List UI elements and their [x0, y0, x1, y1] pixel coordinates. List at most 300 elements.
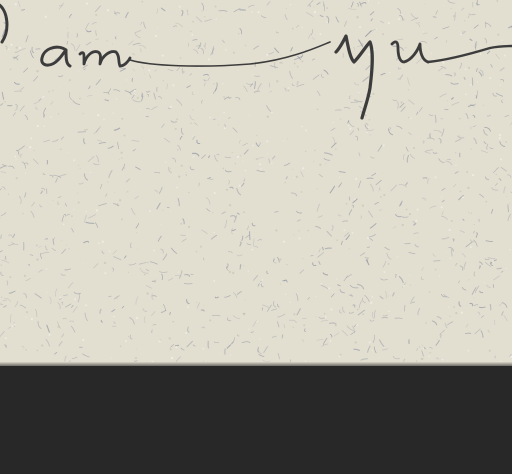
paper-fiber: [242, 342, 250, 343]
paper-speckle: [193, 156, 195, 158]
paper-fiber: [425, 152, 430, 154]
paper-speckle: [496, 174, 497, 175]
paper-fiber: [406, 147, 408, 151]
paper-fiber: [479, 219, 480, 221]
paper-speckle: [25, 317, 26, 318]
paper-speckle: [141, 353, 142, 354]
paper-speckle: [296, 176, 298, 178]
paper-speckle: [362, 205, 364, 207]
paper-speckle: [472, 174, 474, 176]
paper-speckle: [212, 212, 213, 213]
paper-speckle: [484, 282, 485, 283]
paper-speckle: [74, 298, 76, 300]
paper-fiber: [98, 140, 102, 141]
paper-fiber: [475, 286, 479, 293]
paper-speckle: [157, 170, 158, 171]
paper-fiber: [478, 312, 480, 315]
paper-fiber: [170, 312, 171, 314]
paper-fiber: [62, 249, 66, 254]
paper-fiber: [163, 254, 167, 260]
paper-fiber: [361, 216, 362, 219]
paper-speckle: [388, 296, 389, 297]
paper-speckle: [0, 217, 1, 218]
paper-fiber: [247, 244, 251, 245]
paper-speckle: [335, 148, 337, 150]
paper-speckle: [428, 356, 429, 357]
paper-fiber: [494, 320, 495, 324]
paper-speckle: [121, 157, 122, 158]
paper-fiber: [332, 225, 333, 230]
paper-fiber: [504, 316, 507, 321]
paper-speckle: [180, 223, 182, 225]
paper-speckle: [378, 191, 379, 192]
paper-fiber: [502, 312, 503, 316]
paper-fiber: [442, 211, 443, 215]
paper-fiber: [501, 168, 506, 172]
paper-fiber: [33, 159, 38, 164]
paper-fiber: [349, 312, 353, 313]
paper-fiber: [50, 297, 52, 304]
paper-fiber: [501, 271, 503, 272]
paper-fiber: [168, 278, 172, 280]
paper-fiber: [53, 239, 54, 244]
paper-fiber: [413, 222, 415, 224]
paper-fiber: [278, 353, 280, 359]
paper-speckle: [418, 237, 419, 238]
paper-fiber: [319, 318, 325, 319]
paper-fiber: [442, 216, 448, 219]
paper-speckle: [317, 188, 318, 189]
paper-fiber: [22, 162, 25, 168]
paper-fiber: [79, 183, 83, 184]
paper-speckle: [140, 268, 142, 270]
paper-fiber: [339, 183, 342, 187]
paper-fiber: [84, 241, 89, 242]
paper-speckle: [19, 197, 20, 198]
paper-fiber: [20, 154, 22, 155]
paper-fiber: [161, 249, 163, 253]
paper-fiber: [474, 231, 475, 233]
paper-fiber: [262, 308, 263, 310]
paper-speckle: [80, 168, 81, 169]
paper-fiber: [72, 357, 77, 359]
paper-fiber: [22, 346, 24, 348]
paper-speckle: [96, 209, 98, 211]
paper-speckle: [409, 213, 411, 215]
paper-fiber: [371, 157, 375, 158]
paper-speckle: [15, 159, 16, 160]
paper-speckle: [256, 320, 258, 322]
paper-fiber: [73, 307, 77, 313]
paper-speckle: [185, 174, 187, 176]
paper-speckle: [252, 145, 254, 147]
paper-speckle: [308, 171, 309, 172]
paper-fiber: [460, 266, 463, 270]
paper-fiber: [246, 235, 250, 238]
paper-fiber: [380, 340, 384, 346]
paper-fiber: [455, 172, 458, 174]
paper-speckle: [369, 341, 371, 343]
paper-fiber: [62, 302, 63, 304]
paper-speckle: [213, 322, 214, 323]
paper-fiber: [160, 271, 168, 272]
paper-fiber: [344, 276, 347, 281]
paper-fiber: [109, 296, 112, 297]
paper-fiber: [459, 281, 460, 283]
paper-fiber: [143, 309, 147, 312]
paper-speckle: [259, 163, 261, 165]
paper-fiber: [311, 255, 314, 256]
paper-fiber: [317, 204, 320, 211]
paper-fiber: [495, 356, 496, 358]
paper-speckle: [292, 326, 293, 327]
paper-speckle: [383, 271, 385, 273]
paper-fiber: [316, 226, 321, 228]
paper-fiber: [26, 278, 30, 280]
paper-speckle: [455, 165, 456, 166]
paper-speckle: [439, 275, 440, 276]
paper-fiber: [181, 348, 184, 350]
paper-speckle: [429, 291, 431, 293]
paper-fiber: [318, 253, 324, 258]
paper-fiber: [296, 294, 298, 301]
paper-speckle: [77, 193, 78, 194]
paper-fiber: [230, 187, 233, 188]
paper-fiber: [237, 189, 241, 195]
paper-fiber: [424, 347, 425, 349]
paper-speckle: [305, 151, 306, 152]
paper-fiber: [155, 190, 158, 192]
paper-fiber: [229, 181, 230, 185]
paper-speckle: [259, 338, 260, 339]
paper-fiber: [485, 259, 489, 260]
paper-fiber: [319, 262, 320, 265]
paper-fiber: [10, 314, 11, 322]
paper-fiber: [43, 140, 49, 142]
paper-speckle: [437, 339, 438, 340]
paper-fiber: [65, 203, 67, 206]
paper-speckle: [160, 224, 161, 225]
paper-fiber: [486, 241, 493, 242]
paper-fiber: [430, 206, 436, 208]
paper-fiber: [409, 252, 415, 253]
paper-speckle: [298, 230, 299, 231]
paper-speckle: [448, 306, 449, 307]
paper-fiber: [274, 259, 275, 261]
paper-speckle: [196, 251, 197, 252]
paper-speckle: [489, 350, 491, 352]
paper-speckle: [243, 265, 244, 266]
paper-speckle: [505, 141, 507, 143]
paper-speckle: [509, 203, 510, 204]
paper-fiber: [442, 330, 445, 333]
paper-speckle: [187, 306, 189, 308]
paper-speckle: [202, 348, 204, 350]
paper-speckle: [85, 304, 87, 306]
paper-fiber: [124, 256, 126, 258]
paper-speckle: [90, 172, 91, 173]
paper-fiber: [480, 194, 484, 197]
paper-fiber: [453, 184, 456, 187]
paper-fiber: [176, 357, 181, 362]
paper-speckle: [71, 215, 73, 217]
paper-fiber: [369, 211, 373, 217]
paper-fiber: [474, 305, 478, 306]
paper-speckle: [69, 270, 70, 271]
paper-fiber: [52, 248, 55, 250]
paper-speckle: [26, 147, 27, 148]
paper-speckle: [245, 170, 247, 172]
paper-fiber: [35, 309, 37, 316]
paper-fiber: [100, 309, 101, 313]
paper-fiber: [8, 235, 12, 237]
paper-fiber: [340, 290, 345, 293]
paper-fiber: [193, 345, 195, 346]
paper-fiber: [136, 167, 141, 170]
paper-speckle: [230, 354, 231, 355]
paper-speckle: [388, 311, 390, 313]
signature-letter-u: [392, 42, 428, 62]
paper-speckle: [506, 268, 507, 269]
paper-fiber: [381, 279, 388, 280]
paper-speckle: [1, 264, 3, 266]
paper-fiber: [155, 172, 160, 173]
paper-fiber: [41, 252, 49, 254]
paper-fiber: [393, 227, 396, 229]
paper-speckle: [492, 261, 494, 263]
paper-speckle: [147, 262, 149, 264]
signature-letter-a: [42, 47, 70, 66]
paper-fiber: [94, 264, 98, 268]
paper-fiber: [360, 253, 364, 256]
paper-fiber: [227, 264, 228, 268]
paper-speckle: [24, 275, 26, 277]
paper-fiber: [84, 174, 87, 180]
paper-fiber: [257, 170, 265, 171]
paper-fiber: [418, 309, 420, 315]
paper-fiber: [268, 305, 272, 311]
paper-fiber: [102, 251, 104, 254]
paper-speckle: [82, 263, 83, 264]
paper-speckle: [316, 316, 317, 317]
paper-fiber: [463, 219, 464, 221]
paper-fiber: [0, 332, 4, 337]
paper-fiber: [370, 224, 376, 229]
paper-fiber: [71, 305, 73, 307]
signature-connector: [130, 42, 330, 66]
paper-speckle: [466, 171, 468, 173]
paper-speckle: [349, 248, 350, 249]
paper-speckle: [397, 256, 398, 257]
paper-fiber: [152, 312, 156, 316]
paper-fiber: [46, 246, 47, 250]
paper-speckle: [372, 350, 373, 351]
paper-fiber: [284, 325, 285, 328]
paper-fiber: [130, 318, 135, 324]
paper-speckle: [229, 204, 231, 206]
paper-speckle: [113, 316, 115, 318]
paper-fiber: [9, 244, 15, 246]
paper-fiber: [20, 305, 26, 308]
paper-fiber: [354, 349, 360, 350]
paper-speckle: [119, 159, 120, 160]
paper-fiber: [171, 345, 174, 348]
paper-speckle: [460, 190, 462, 192]
paper-fiber: [330, 323, 337, 324]
paper-speckle: [119, 199, 121, 201]
paper-fiber: [161, 310, 166, 312]
paper-speckle: [171, 357, 173, 359]
paper-speckle: [441, 197, 442, 198]
paper-fiber: [178, 198, 179, 205]
paper-fiber: [427, 179, 429, 184]
paper-fiber: [273, 156, 275, 159]
paper-fiber: [257, 157, 264, 159]
paper-speckle: [259, 282, 261, 284]
handwritten-signature: [0, 0, 512, 140]
paper-fiber: [114, 322, 116, 323]
paper-fiber: [55, 289, 56, 297]
paper-fiber: [282, 335, 283, 338]
paper-speckle: [120, 345, 122, 347]
paper-speckle: [82, 339, 84, 341]
paper-speckle: [421, 358, 423, 360]
paper-speckle: [242, 161, 243, 162]
paper-fiber: [259, 143, 261, 147]
paper-fiber: [359, 181, 361, 188]
paper-fiber: [39, 246, 42, 247]
paper-fiber: [106, 194, 107, 196]
paper-fiber: [55, 352, 57, 354]
paper-fiber: [499, 302, 502, 306]
paper-speckle: [60, 297, 62, 299]
paper-fiber: [209, 156, 210, 158]
paper-fiber: [233, 315, 240, 319]
paper-fiber: [40, 205, 42, 207]
paper-fiber: [244, 179, 245, 181]
paper-fiber: [404, 305, 405, 311]
paper-fiber: [240, 265, 241, 269]
paper-fiber: [479, 266, 480, 268]
paper-speckle: [372, 296, 374, 298]
paper-fiber: [488, 330, 490, 332]
paper-fiber: [83, 354, 90, 357]
paper-fiber: [227, 318, 230, 321]
paper-speckle: [328, 287, 330, 289]
paper-fiber: [72, 228, 74, 232]
paper-fiber: [297, 220, 300, 221]
paper-fiber: [32, 202, 35, 206]
paper-fiber: [308, 297, 310, 299]
paper-speckle: [66, 245, 67, 246]
paper-speckle: [11, 325, 13, 327]
paper-fiber: [500, 142, 505, 147]
paper-fiber: [277, 257, 279, 262]
paper-fiber: [301, 172, 304, 177]
paper-fiber: [94, 163, 100, 164]
paper-speckle: [1, 297, 2, 298]
paper-fiber: [325, 248, 331, 249]
paper-fiber: [130, 335, 132, 339]
paper-fiber: [240, 242, 241, 246]
paper-fiber: [470, 303, 473, 305]
paper-speckle: [485, 201, 487, 203]
paper-speckle: [325, 316, 327, 318]
paper-fiber: [261, 283, 263, 287]
paper-fiber: [222, 212, 226, 214]
paper-speckle: [185, 332, 187, 334]
paper-fiber: [302, 339, 304, 342]
paper-speckle: [237, 156, 239, 158]
paper-fiber: [144, 317, 145, 323]
paper-speckle: [410, 284, 411, 285]
paper-fiber: [423, 141, 424, 143]
paper-fiber: [267, 271, 268, 273]
paper-fiber: [244, 150, 248, 154]
paper-fiber: [459, 302, 461, 306]
paper-speckle: [467, 187, 469, 189]
paper-fiber: [479, 307, 485, 308]
paper-speckle: [243, 211, 245, 213]
paper-fiber: [122, 306, 124, 308]
paper-fiber: [232, 229, 235, 230]
paper-speckle: [178, 176, 180, 178]
paper-fiber: [25, 193, 26, 197]
paper-fiber: [323, 273, 327, 275]
paper-speckle: [346, 203, 348, 205]
paper-fiber: [234, 338, 235, 342]
paper-speckle: [196, 302, 197, 303]
paper-speckle: [417, 209, 419, 211]
paper-speckle: [25, 172, 26, 173]
paper-fiber: [453, 239, 454, 241]
paper-fiber: [396, 215, 401, 217]
paper-speckle: [292, 169, 293, 170]
paper-fiber: [3, 300, 7, 301]
paper-fiber: [334, 333, 339, 336]
paper-speckle: [31, 318, 33, 320]
paper-speckle: [370, 302, 372, 304]
paper-fiber: [321, 320, 328, 321]
paper-speckle: [239, 185, 241, 187]
paper-speckle: [370, 291, 371, 292]
paper-speckle: [435, 176, 437, 178]
paper-fiber: [466, 242, 472, 247]
paper-speckle: [104, 262, 106, 264]
paper-fiber: [31, 211, 34, 217]
paper-speckle: [256, 158, 258, 160]
paper-fiber: [407, 155, 408, 162]
paper-speckle: [290, 302, 291, 303]
paper-fiber: [318, 216, 322, 218]
paper-speckle: [461, 311, 463, 313]
paper-speckle: [219, 353, 220, 354]
paper-speckle: [41, 344, 43, 346]
paper-fiber: [30, 255, 33, 256]
paper-fiber: [50, 175, 53, 177]
paper-speckle: [314, 150, 316, 152]
paper-speckle: [123, 167, 125, 169]
paper-speckle: [239, 267, 240, 268]
paper-fiber: [491, 209, 492, 213]
paper-fiber: [393, 356, 399, 359]
paper-speckle: [57, 326, 59, 328]
paper-fiber: [495, 183, 497, 185]
paper-fiber: [176, 345, 179, 346]
paper-speckle: [200, 246, 202, 248]
paper-fiber: [5, 345, 7, 347]
paper-fiber: [202, 327, 204, 328]
